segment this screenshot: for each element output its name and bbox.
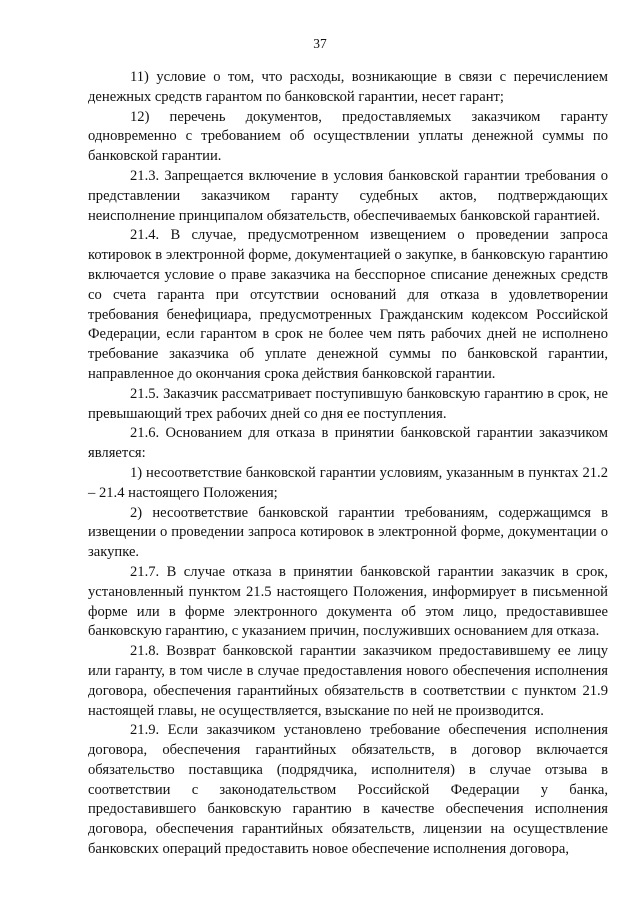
paragraph-21-9: 21.9. Если заказчиком установлено требование обеспечения исполнения договора, обеспечения гарантийных обязательств, в договор включается обязательство поставщика (подрядчика, исполнителя) в случае отзыва в соответствии с законодательством Российской Федерации у банка, предоставившего банковскую гарантию в качестве обеспечения исполнения договора, обеспечения гарантийных обязательств, лицензии на осуществление банковских операций предоставить новое обеспечение исполнения договора,: [88, 722, 608, 858]
paragraph-item-2: 2) несоответствие банковской гарантии требованиям, содержащимся в извещении о проведении запроса котировок в электронной форме, документации о закупке.: [88, 504, 608, 561]
paragraph-21-4: 21.4. В случае, предусмотренном извещением о проведении запроса котировок в электронной форме, документацией о закупке, в банковскую гарантию включается условие о праве заказчика на бесспорное списание денежных средств со счета гаранта при отсутствии оснований для отказа в удовлетворении требования бенефициара, предусмотренных Гражданским кодексом Российской Федерации, если гарантом в срок не более чем пять рабочих дней не исполнено требование заказчика об уплате денежной суммы по банковской гарантии, направленное до окончания срока действия банковской гарантии.: [88, 227, 608, 382]
paragraph-21-3: 21.3. Запрещается включение в условия банковской гарантии требования о представлении заказчиком гаранту судебных актов, подтверждающих неисполнение принципалом обязательств, обеспечиваемых банковской гарантией.: [88, 167, 608, 224]
page-number: 37: [313, 36, 327, 51]
paragraph-21-8: 21.8. Возврат банковской гарантии заказчиком предоставившему ее лицу или гаранту, в том числе в случае предоставления нового обеспечения исполнения договора, обеспечения гарантийных обязательств в соответствии с пунктом 21.9 настоящей главы, не осуществляется, взыскание по ней не производится.: [88, 643, 608, 719]
paragraph-21-6: 21.6. Основанием для отказа в принятии банковской гарантии заказчиком является:: [88, 425, 608, 462]
paragraph-21-5: 21.5. Заказчик рассматривает поступившую банковскую гарантию в срок, не превышающий трех рабочих дней со дня ее поступления.: [88, 385, 608, 422]
document-body: [88, 68, 608, 860]
paragraph-item-12: 12) перечень документов, предоставляемых заказчиком гаранту одновременно с требованием об осуществлении уплаты денежной суммы по банковской гарантии.: [88, 108, 608, 165]
paragraph-item-11: 11) условие о том, что расходы, возникающие в связи с перечислением денежных средств гарантом по банковской гарантии, несет гарант;: [88, 69, 608, 105]
paragraph-21-7: 21.7. В случае отказа в принятии банковской гарантии заказчик в срок, установленный пунктом 21.5 настоящего Положения, информирует в письменной форме или в форме электронного документа об этом лицо, предоставившее банковскую гарантию, с указанием причин, послуживших основанием для отказа.: [88, 563, 608, 640]
paragraph-item-1: 1) несоответствие банковской гарантии условиям, указанным в пунктах 21.2 – 21.4 настоящего Положения;: [88, 464, 608, 501]
